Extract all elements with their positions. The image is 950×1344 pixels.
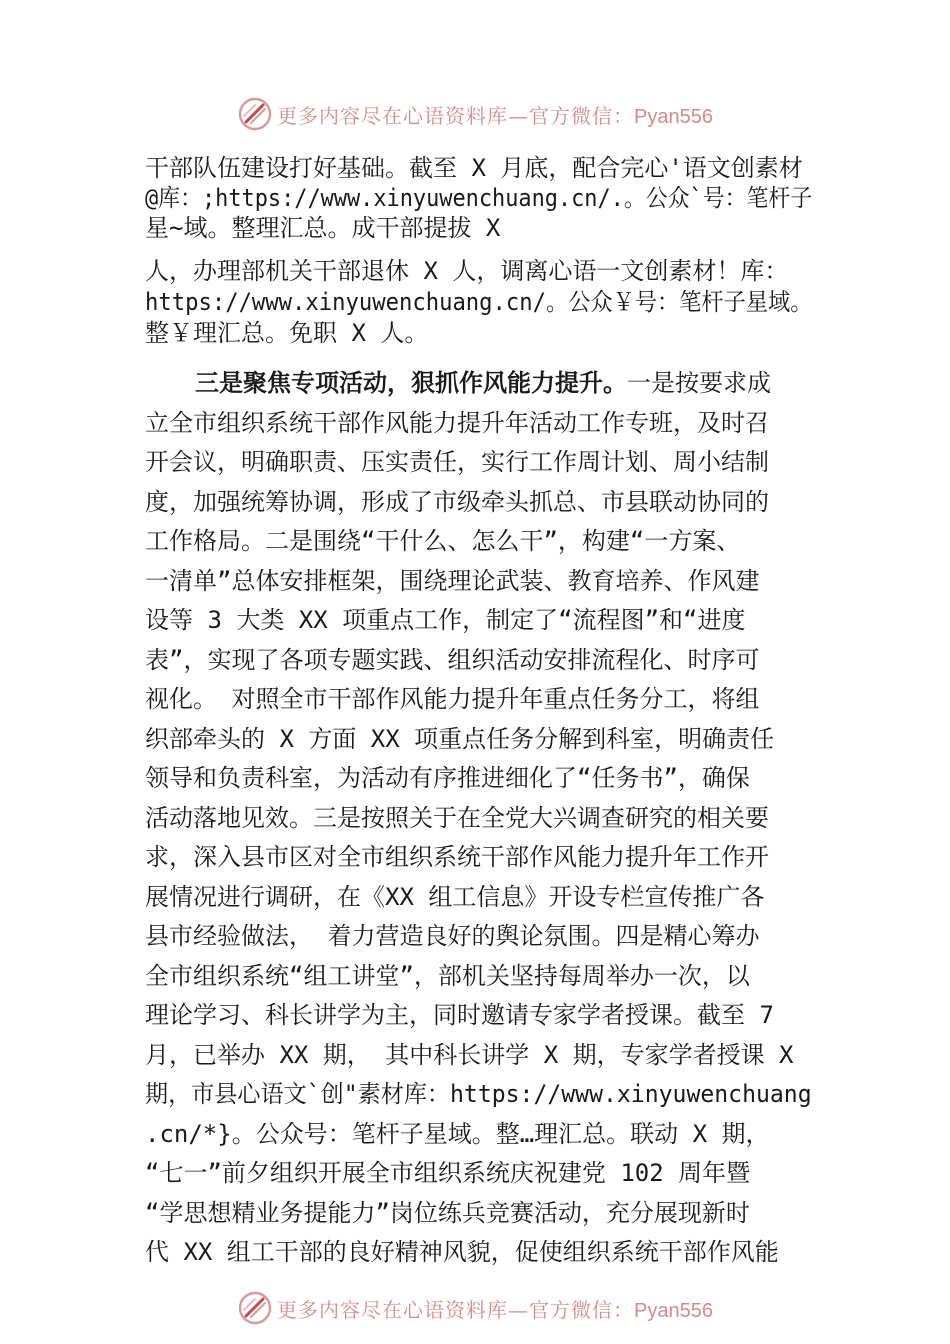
footer-banner-brand: Pyan556 bbox=[634, 1299, 713, 1322]
paragraph1-line-6: 整￥理汇总。免职 X 人。 bbox=[145, 319, 429, 347]
paragraph2-first-line bbox=[195, 368, 771, 398]
header-banner-brand: Pyan556 bbox=[634, 105, 713, 128]
paragraph2-line-13: 求，深入县市区对全市组织系统干部作风能力提升年工作开 bbox=[145, 843, 769, 871]
paragraph2-line-8: 表”，实现了各项专题实践、组织活动安排流程化、时序可 bbox=[145, 646, 760, 674]
header-banner-text: 更多内容尽在心语资料库—官方微信： bbox=[277, 103, 635, 128]
paragraph2-line-12: 活动落地见效。三是按照关于在全党大兴调查研究的相关要 bbox=[145, 804, 769, 832]
footer-banner bbox=[0, 1286, 950, 1330]
paragraph2-line-18: 月，已举办 XX 期， 其中科长讲学 X 期，专家学者授课 X bbox=[145, 1041, 794, 1069]
paragraph2-line-14: 展情况进行调研，在《XX 组工信息》开设专栏宣传推广各 bbox=[145, 883, 765, 911]
paragraph2-line-11: 领导和负责科室，为活动有序推进细化了“任务书”，确保 bbox=[145, 764, 750, 792]
paragraph2-line-10: 织部牵头的 X 方面 XX 项重点任务分解到科室，明确责任 bbox=[145, 725, 775, 753]
header-banner bbox=[0, 92, 950, 136]
paragraph2-line-5: 工作格局。二是围绕“干什么、怎么干”，构建“一方案、 bbox=[145, 527, 741, 555]
paragraph2-lead: 三是聚焦专项活动，狠抓作风能力提升。 bbox=[195, 369, 627, 397]
paragraph2-line-20: .cn/*}。公众号：笔杆子星域。整…理汇总。联动 X 期， bbox=[145, 1120, 770, 1148]
logo-icon bbox=[237, 96, 273, 132]
paragraph1-line-1: 干部队伍建设打好基础。截至 X 月底，配合完心'语文创素材 bbox=[145, 154, 803, 182]
paragraph2-line-16: 全市组织系统“组工讲堂”，部机关坚持每周举办一次，以 bbox=[145, 962, 750, 990]
paragraph1-line-2: @库：;https://www.xinyuwenchuang.cn/.。公众`号：笔杆子 bbox=[145, 184, 813, 212]
paragraph2-line-7: 设等 3 大类 XX 项重点工作，制定了“流程图”和“进度 bbox=[145, 606, 746, 634]
paragraph2-line-6: 一清单”总体安排框架，围绕理论武装、教育培养、作风建 bbox=[145, 567, 760, 595]
paragraph2-line-22: “学思想精业务提能力”岗位练兵竞赛活动，充分展现新时 bbox=[145, 1199, 750, 1227]
paragraph2-first-rest: 一是按要求成 bbox=[627, 369, 771, 397]
footer-banner-text: 更多内容尽在心语资料库—官方微信： bbox=[277, 1297, 635, 1322]
paragraph2-line-9: 视化。 对照全市干部作风能力提升年重点任务分工，将组 bbox=[145, 685, 760, 713]
paragraph1-line-3: 星~域。整理汇总。成干部提拔 X bbox=[145, 214, 501, 242]
paragraph2-line-19: 期，市县心语文`创"素材库：https://www.xinyuwenchuang bbox=[145, 1080, 812, 1108]
paragraph1-line-5: https://www.xinyuwenchuang.cn/。公众￥号：笔杆子星域。 bbox=[145, 288, 813, 316]
logo-icon bbox=[237, 1290, 273, 1326]
paragraph2-line-17: 理论学习、科长讲学为主，同时邀请专家学者授课。截至 7 bbox=[145, 1001, 774, 1029]
paragraph2-line-4: 度，加强统筹协调，形成了市级牵头抓总、市县联动协同的 bbox=[145, 488, 769, 516]
paragraph2-line-23: 代 XX 组工干部的良好精神风貌，促使组织系统干部作风能 bbox=[145, 1238, 779, 1266]
paragraph2-line-21: “七一”前夕组织开展全市组织系统庆祝建党 102 周年暨 bbox=[145, 1159, 751, 1187]
paragraph2-line-15: 县市经验做法， 着力营造良好的舆论氛围。四是精心筹办 bbox=[145, 922, 760, 950]
paragraph1-line-4: 人，办理部机关干部退休 X 人，调离心语一文创素材！库： bbox=[145, 257, 789, 285]
paragraph2-line-2: 立全市组织系统干部作风能力提升年活动工作专班，及时召 bbox=[145, 409, 769, 437]
paragraph2-line-3: 开会议，明确职责、压实责任，实行工作周计划、周小结制 bbox=[145, 448, 769, 476]
